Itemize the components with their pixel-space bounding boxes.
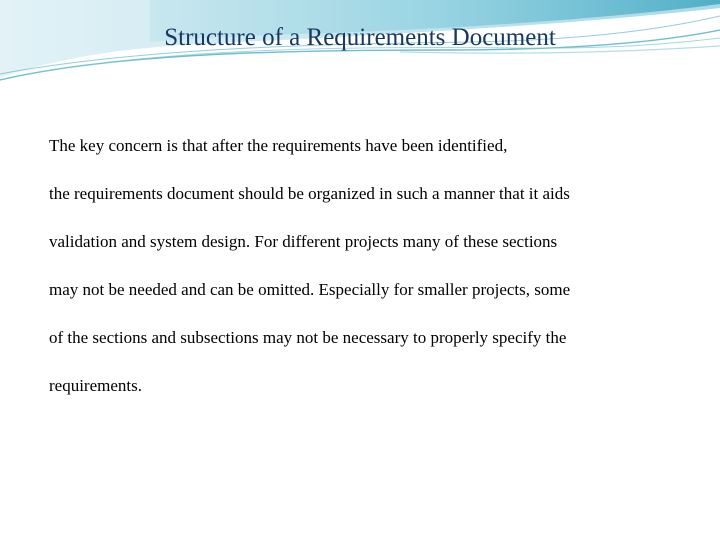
- body-paragraph: [49, 122, 699, 410]
- body-line: validation and system design. For different projects many of these sections: [49, 232, 558, 251]
- body-line: of the sections and subsections may not be necessary to properly specify the: [49, 328, 567, 347]
- body-line: The key concern is that after the requirements have been identified,: [49, 136, 508, 155]
- body-line: the requirements document should be organized in such a manner that it aids: [49, 184, 570, 203]
- body-line: requirements.: [49, 376, 142, 395]
- body-line: may not be needed and can be omitted. Especially for smaller projects, some: [49, 280, 571, 299]
- slide-title: Structure of a Requirements Document: [164, 24, 556, 51]
